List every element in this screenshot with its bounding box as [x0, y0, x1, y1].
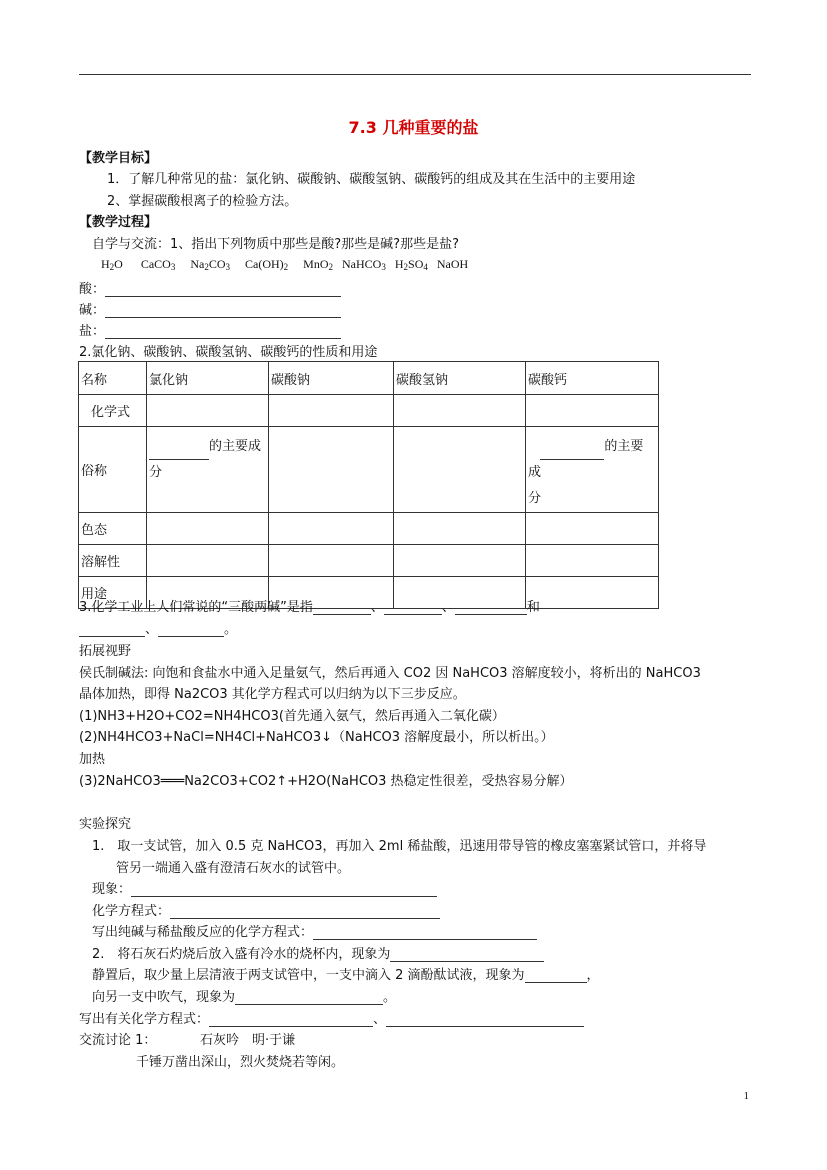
- blank[interactable]: [525, 968, 587, 983]
- formula-list: [101, 257, 468, 272]
- blank[interactable]: [170, 904, 440, 919]
- self-study-question: 自学与交流：1、指出下列物质中那些是酸?那些是碱?那些是盐?: [92, 237, 459, 252]
- expand-title: 拓展视野: [79, 644, 132, 659]
- blank[interactable]: [131, 882, 437, 897]
- formula-h2so4: $H_2SO_4$: [394, 257, 428, 272]
- acid-label: 酸：: [79, 282, 106, 297]
- poem-line: 千锤万凿出深山，烈火焚烧若等闲。: [136, 1055, 345, 1070]
- cell[interactable]: [147, 513, 269, 545]
- row-label-appearance: 色态: [79, 513, 147, 545]
- blank[interactable]: [390, 947, 544, 962]
- formula-caco3: CaCO$_3$: [140, 257, 176, 272]
- cell[interactable]: [394, 427, 526, 513]
- base-label: 碱：: [79, 303, 106, 318]
- th-nacl: 氯化钠: [147, 362, 269, 395]
- experiment-1a: 1. 取一支试管，加入 0.5 克 NaHCO3，再加入 2ml 稀盐酸，迅速用带导管的橡皮塞塞紧试管口，并将导: [92, 839, 707, 854]
- equation-row: 化学方程式：: [92, 900, 440, 919]
- formula-h2o: $H_2O$: [101, 257, 123, 272]
- formula-caoh2: $Ca(OH)_2$: [245, 257, 289, 272]
- cell-caco3-common[interactable]: 的主要成 分: [526, 427, 659, 513]
- cell[interactable]: [394, 513, 526, 545]
- th-caco3: 碳酸钙: [526, 362, 659, 395]
- salt-blank[interactable]: [105, 324, 341, 339]
- salt-label: 盐：: [79, 324, 106, 339]
- acid-row: [79, 278, 341, 297]
- formula-nahco3: NaHCO$_3$: [342, 257, 386, 272]
- poem-title: 石灰吟 明·于谦: [200, 1033, 296, 1048]
- equation-1: (1)NH3+H2O+CO2=NH4HCO3(首先通入氨气，然后再通入二氧化碳）: [79, 709, 505, 724]
- question-3-cont: 、 。: [79, 618, 237, 637]
- salt-properties-table: [78, 361, 659, 609]
- goal-2: 2、掌握碳酸根离子的检验方法。: [107, 194, 298, 209]
- table-row: [79, 545, 659, 577]
- cell[interactable]: [269, 513, 394, 545]
- experiment-1b: 管另一端通入盛有澄清石灰水的试管中。: [116, 861, 351, 876]
- blank[interactable]: [158, 622, 224, 637]
- formula-naoh: NaOH: [436, 257, 469, 271]
- cell[interactable]: [269, 395, 394, 427]
- blank[interactable]: [79, 622, 145, 637]
- page-title: 7.3 几种重要的盐: [348, 118, 479, 137]
- salt-row: [79, 320, 341, 339]
- page-number: 1: [743, 1090, 749, 1102]
- question-2: 2.氯化钠、碳酸钠、碳酸氢钠、碳酸钙的性质和用途: [79, 345, 378, 360]
- header-rule: [79, 74, 751, 75]
- row-label-common-name: 俗称: [79, 427, 147, 513]
- base-blank[interactable]: [105, 303, 341, 318]
- blank[interactable]: [386, 1012, 584, 1027]
- cell[interactable]: [526, 545, 659, 577]
- cell[interactable]: [526, 513, 659, 545]
- table-header-row: [79, 362, 659, 395]
- goal-1: 1．了解几种常见的盐：氯化钠、碳酸钠、碳酸氢钠、碳酸钙的组成及其在生活中的主要用途: [107, 172, 636, 187]
- experiment-2b: 静置后，取少量上层清液于两支试管中，一支中滴入 2 滴酚酞试液，现象为 ，: [92, 968, 600, 983]
- expand-text-1: 侯氏制碱法: 向饱和食盐水中通入足量氨气，然后再通入 CO2 因 NaHCO3 溶解度较小，将析出的 NaHCO3: [79, 666, 701, 681]
- soda-row: 写出纯碱与稀盐酸反应的化学方程式：: [92, 921, 537, 940]
- cell-nacl-common[interactable]: 的主要成 分: [147, 427, 269, 513]
- cell[interactable]: [526, 395, 659, 427]
- th-name: 名称: [79, 362, 147, 395]
- write-equation-row: 写出有关化学方程式： 、: [79, 1008, 584, 1027]
- expand-text-2: 晶体加热，即得 Na2CO3 其化学方程式可以归纳为以下三步反应。: [79, 687, 466, 702]
- blank[interactable]: [313, 925, 537, 940]
- blank[interactable]: [149, 445, 209, 460]
- experiment-title: 实验探究: [79, 817, 132, 832]
- row-label-solubility: 溶解性: [79, 545, 147, 577]
- blank[interactable]: [313, 600, 371, 615]
- base-row: [79, 299, 341, 318]
- cell[interactable]: [269, 427, 394, 513]
- blank[interactable]: [209, 1012, 373, 1027]
- cell[interactable]: [526, 577, 659, 609]
- blank[interactable]: [235, 990, 383, 1005]
- experiment-2a: 2. 将石灰石灼烧后放入盛有冷水的烧杯内，现象为: [92, 943, 544, 962]
- th-na2co3: 碳酸钠: [269, 362, 394, 395]
- acid-blank[interactable]: [105, 282, 341, 297]
- formula-na2co3: $Na_2CO_3$: [190, 257, 231, 272]
- equation-2: (2)NH4HCO3+NaCl=NH4Cl+NaHCO3↓（NaHCO3 溶解度最小，所以析出。）: [79, 730, 554, 745]
- cell[interactable]: [147, 545, 269, 577]
- discussion-label: 交流讨论 1：: [79, 1033, 157, 1048]
- cell[interactable]: [394, 545, 526, 577]
- phenomenon-row: 现象：: [92, 878, 437, 897]
- section-goals: 【教学目标】: [79, 151, 158, 166]
- table-row: [79, 395, 659, 427]
- table-row: [79, 513, 659, 545]
- formula-mno2: MnO$_2$: [303, 257, 334, 272]
- section-process: 【教学过程】: [79, 215, 158, 230]
- blank[interactable]: [540, 445, 604, 460]
- row-label-formula: 化学式: [79, 395, 147, 427]
- cell[interactable]: [269, 545, 394, 577]
- question-3: 3.化学工业上人们常说的“三酸两碱”是指 、 、 和: [79, 600, 540, 615]
- blank[interactable]: [455, 600, 527, 615]
- table-row: [79, 427, 659, 513]
- row-label-use: 用途: [79, 577, 147, 609]
- heat-label: 加热: [79, 752, 106, 767]
- th-nahco3: 碳酸氢钠: [394, 362, 526, 395]
- experiment-2c: 向另一支中吹气，现象为 。: [92, 990, 397, 1005]
- blank[interactable]: [384, 600, 442, 615]
- equation-3: (3)2NaHCO3═══Na2CO3+CO2↑+H2O(NaHCO3 热稳定性很差，受热容易分解）: [79, 774, 573, 789]
- cell[interactable]: [147, 395, 269, 427]
- cell[interactable]: [394, 395, 526, 427]
